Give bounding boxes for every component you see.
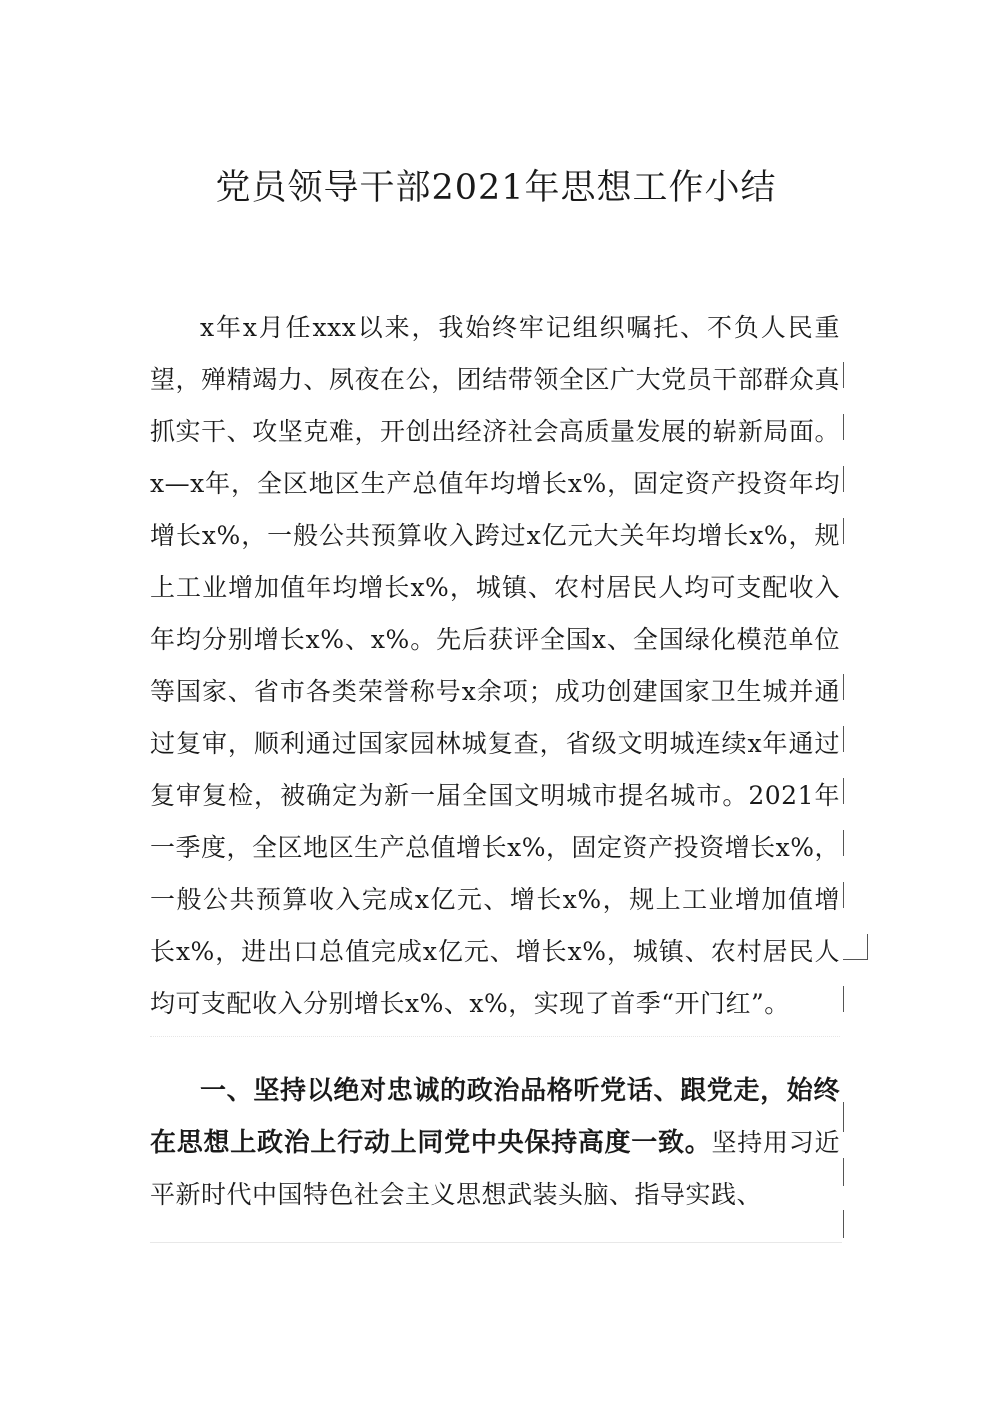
margin-mark bbox=[843, 466, 844, 492]
margin-mark bbox=[843, 1210, 844, 1238]
margin-mark bbox=[843, 882, 844, 908]
paragraph-section-one bbox=[150, 1065, 840, 1221]
paragraph-intro: x年x月任xxx以来，我始终牢记组织嘱托、不负人民重望，殚精竭力、夙夜在公，团结带领全区广大党员干部群众真抓实干、攻坚克难，开创出经济社会高质量发展的崭新局面。x—x年，全区地区生产总值年均增长x%，固定资产投资年均增长x%，一般公共预算收入跨过x亿元大关年均增长x%，规上工业增加值年均增长x%，城镇、农村居民人均可支配收入年均分别增长x%、x%。先后获评全国x、全国绿化模范单位等国家、省市各类荣誉称号x余项；成功创建国家卫生城并通过复审，顺利通过国家园林城复查，省级文明城连续x年通过复审复检，被确定为新一届全国文明城市提名城市。2021年一季度，全区地区生产总值增长x%，固定资产投资增长x%，一般公共预算收入完成x亿元、增长x%，规上工业增加值增长x%，进出口总值完成x亿元、增长x%，城镇、农村居民人均可支配收入分别增长x%、x%，实现了首季“开门红”。 bbox=[150, 313, 840, 1018]
margin-mark bbox=[867, 934, 868, 960]
document-title: 党员领导干部2021年思想工作小结 bbox=[215, 168, 777, 208]
margin-mark bbox=[843, 959, 868, 960]
margin-mark bbox=[843, 986, 844, 1012]
document-body bbox=[150, 302, 840, 1221]
margin-mark bbox=[843, 362, 844, 388]
paragraph-divider bbox=[150, 1036, 840, 1065]
margin-mark bbox=[843, 830, 844, 856]
section-text: 坚持用习近平新时代中国特色社会主义思想武装头脑、指导实践、 bbox=[150, 1128, 840, 1209]
margin-mark bbox=[843, 518, 844, 544]
margin-mark bbox=[843, 778, 844, 804]
margin-mark bbox=[843, 674, 844, 700]
margin-mark bbox=[843, 726, 844, 752]
section-heading: 一、坚持以绝对忠诚的政治品格听党话、跟党走，始终在思想上政治上行动上同党中央保持高度一致。 bbox=[150, 1076, 840, 1158]
page-bottom-rule bbox=[150, 1242, 842, 1243]
margin-marks bbox=[843, 352, 873, 1242]
margin-mark bbox=[843, 1102, 844, 1132]
margin-mark bbox=[843, 1158, 844, 1186]
margin-mark bbox=[843, 414, 844, 440]
